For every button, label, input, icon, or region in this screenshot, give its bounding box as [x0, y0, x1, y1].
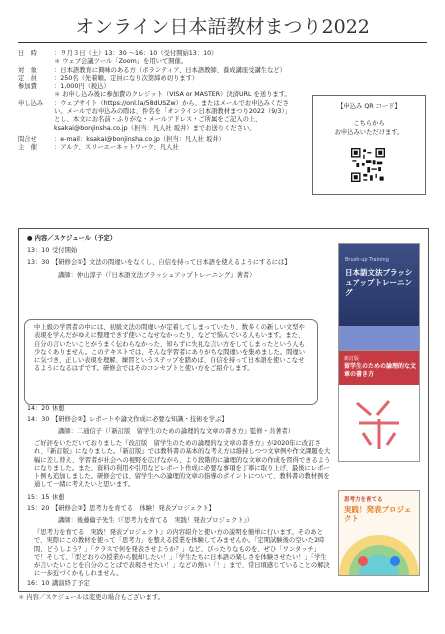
book-cover-writing [338, 350, 420, 462]
title-divider [18, 42, 427, 43]
book-illustration-icon [349, 393, 409, 453]
date-value: ：９月３日（土）13：30 ～16：10（受付開始13：10） [54, 50, 218, 57]
date-label: 日 時 [18, 50, 37, 57]
book-cover-presentation [338, 490, 420, 576]
schedule-label: 講演終了予定 [52, 580, 90, 587]
apply-label: 申し込み [18, 99, 44, 107]
qr-title: 【申込み QR コード】 [337, 103, 401, 110]
capacity-label: 定 員 [18, 74, 37, 82]
book-title: 日本語文法ブラッシュアップトレーニング [345, 268, 413, 297]
book-series: Brush-up Training [345, 257, 389, 263]
schedule-label: 休憩 [52, 405, 65, 412]
book-title: 実践！発表プロジェクト [344, 505, 412, 523]
schedule-time: 15：15 [27, 494, 50, 501]
schedule-label: 受付開始 [52, 247, 78, 254]
book-title: 留学生のための論理的な文章の書き方 [344, 363, 417, 378]
schedule-header: ● 内容／スケジュール（予定） [27, 235, 117, 242]
organizer-value: ：アルク、スリーエーネットワーク、凡人社 [54, 144, 179, 152]
fee-value: ：1,000円（税込） [54, 83, 110, 91]
schedule-time: 15：20 [27, 505, 50, 512]
schedule-time: 14：30 [27, 416, 50, 423]
event-info [18, 50, 293, 153]
schedule-time: 13：10 [27, 247, 50, 254]
schedule-note: ＊ 内容／スケジュールは変更の場合もございます。 [18, 594, 164, 601]
qr-code-icon[interactable] [351, 148, 385, 182]
schedule-time: 13：30 [27, 259, 50, 266]
schedule-time: 14：20 [27, 405, 50, 412]
contact-label: 問合せ [18, 135, 37, 143]
fee-label: 参加費 [18, 83, 37, 91]
schedule-time: 16：10 [27, 580, 50, 587]
session2-speaker: 講師：二通信子（『新訂版 留学生のための論理的な文章の書き方』監修・共著者） [58, 428, 295, 435]
target-value: ：日本語教育に興味のある方（ボランティア、日本語教師、養成講座受講生など） [54, 66, 286, 74]
organizer-label: 主 催 [18, 144, 37, 152]
schedule-label: 休憩 [52, 494, 65, 501]
book-series: 新訂版 [344, 356, 360, 362]
page-title: オンライン日本語教材まつり2022 [75, 16, 370, 38]
book-cover-grammar [338, 243, 420, 353]
session1-speaker: 講師：仲山淳子（『日本語文法ブラッシュアップトレーニング』著者） [58, 272, 256, 279]
session3-speaker: 講師：後藤倫子先生（『思考力を育てる 実践！発表プロジェクト』） [58, 517, 254, 524]
contact-value: ：e-mail：ksakai@bonjinsha.co.jp（担当：凡人社 坂井） [54, 135, 225, 143]
apply-value: ：ウェブサイト（https://onl.la/58dUSZw）から、またはメールでお申込みください。メールでお申込みの際は、件名を「オンライン日本語教材まつり2022（9/3）」とし、本文にお名前・ふりがな・メールアドレス・ご所属をご記入の上、ksakai@bonjinsha.co.jp（担当：凡人社 坂井）までお送りください。 [54, 99, 291, 132]
session2-title: 【研修会②】レポートや論文作成に必要な知識・技術を学ぶ】 [52, 416, 228, 423]
date-note: ＊ ウェブ会議ツール「Zoom」を用いて開催。 [54, 58, 188, 66]
session3-description: 『思考力を育てる 実践！発表プロジェクト』の内容紹介と使い方の説明を簡単に行います。そのあとで、実際にこの教材を使って「思考力」を整える授業を体験してみませんか。「定期試験後の空いた2時間、どうしよう？」「クラスで何を発表させようか？」など、ぴったりなものを、ぜひ「ワンタッチ」で！そして、「型どおりの授業から脱却したい！」「学生たちに日本語の楽しさを体験させたい！」「学生が言いたいことを自分のことばで表現させたい！」などの熱い「！」まで、常日頃感じていることの解決に一歩近づくかもしれません。 [34, 529, 330, 578]
book-series: 思考力を育てる [344, 497, 383, 503]
session1-title: 【研修会①】文法の間違いをなくし、自信を持って日本語を使えるようにするには】 [52, 259, 291, 266]
qr-line2: お申込みいただけます。 [334, 128, 404, 136]
session1-description: 中上級の学習者の中には、初級文法の間違いが定着してしまっていたり、数多くの新しい文型や表現を学んだがゆえに整理できず使いこなせなかったり、などで悩んでいる人もいます。また、自分の言いたいことがうまく伝わらなかった、知らずに失礼な言い方をしてしまったという人も少なくありません。このテキストでは、そんな学習者にありがちな間違いを集めました。間違いに気づき、正しい表現を理解、練習というステップを踏めば、自信を持って日本語を使いこなせるようになるはずです。研修会ではそのコンセプトと使い方をご紹介します。 [34, 324, 306, 373]
book-illustration-icon [339, 531, 419, 575]
fee-note: ＊ お申し込み後に参加費のクレジット（VISA or MASTER）決済URL を送ります。 [54, 91, 291, 99]
session2-description: ご好評をいただいておりました『改訂版 留学生のための論理的な文章の書き方』が2020年に改訂され、『新訂版』になりました。『新訂版』では教科書の基本的な考え方は維持しつつ文章例や作文課題を大幅に差し替え、学習者が社会への視野を広げながら、より段階的に論理的な文章の作成を習得できるようになりました。また、資料の利用や引用などレポート作成に必要な事項を丁寧に取り上げ、最後にレポート例も追加しました。研修会では、留学生への論理的文章の指導のポイントについて、教科書の教材例を通して一緒に考えたいと思います。 [34, 440, 331, 489]
target-label: 対 象 [18, 66, 37, 74]
capacity-value: ：250名（先着順。定員になり次第締め切ります） [54, 74, 199, 82]
qr-line1: こちらから [353, 120, 385, 128]
session3-title: 【研修会③】思考力を育てる 体験！発表プロジェクト】 [52, 505, 215, 512]
